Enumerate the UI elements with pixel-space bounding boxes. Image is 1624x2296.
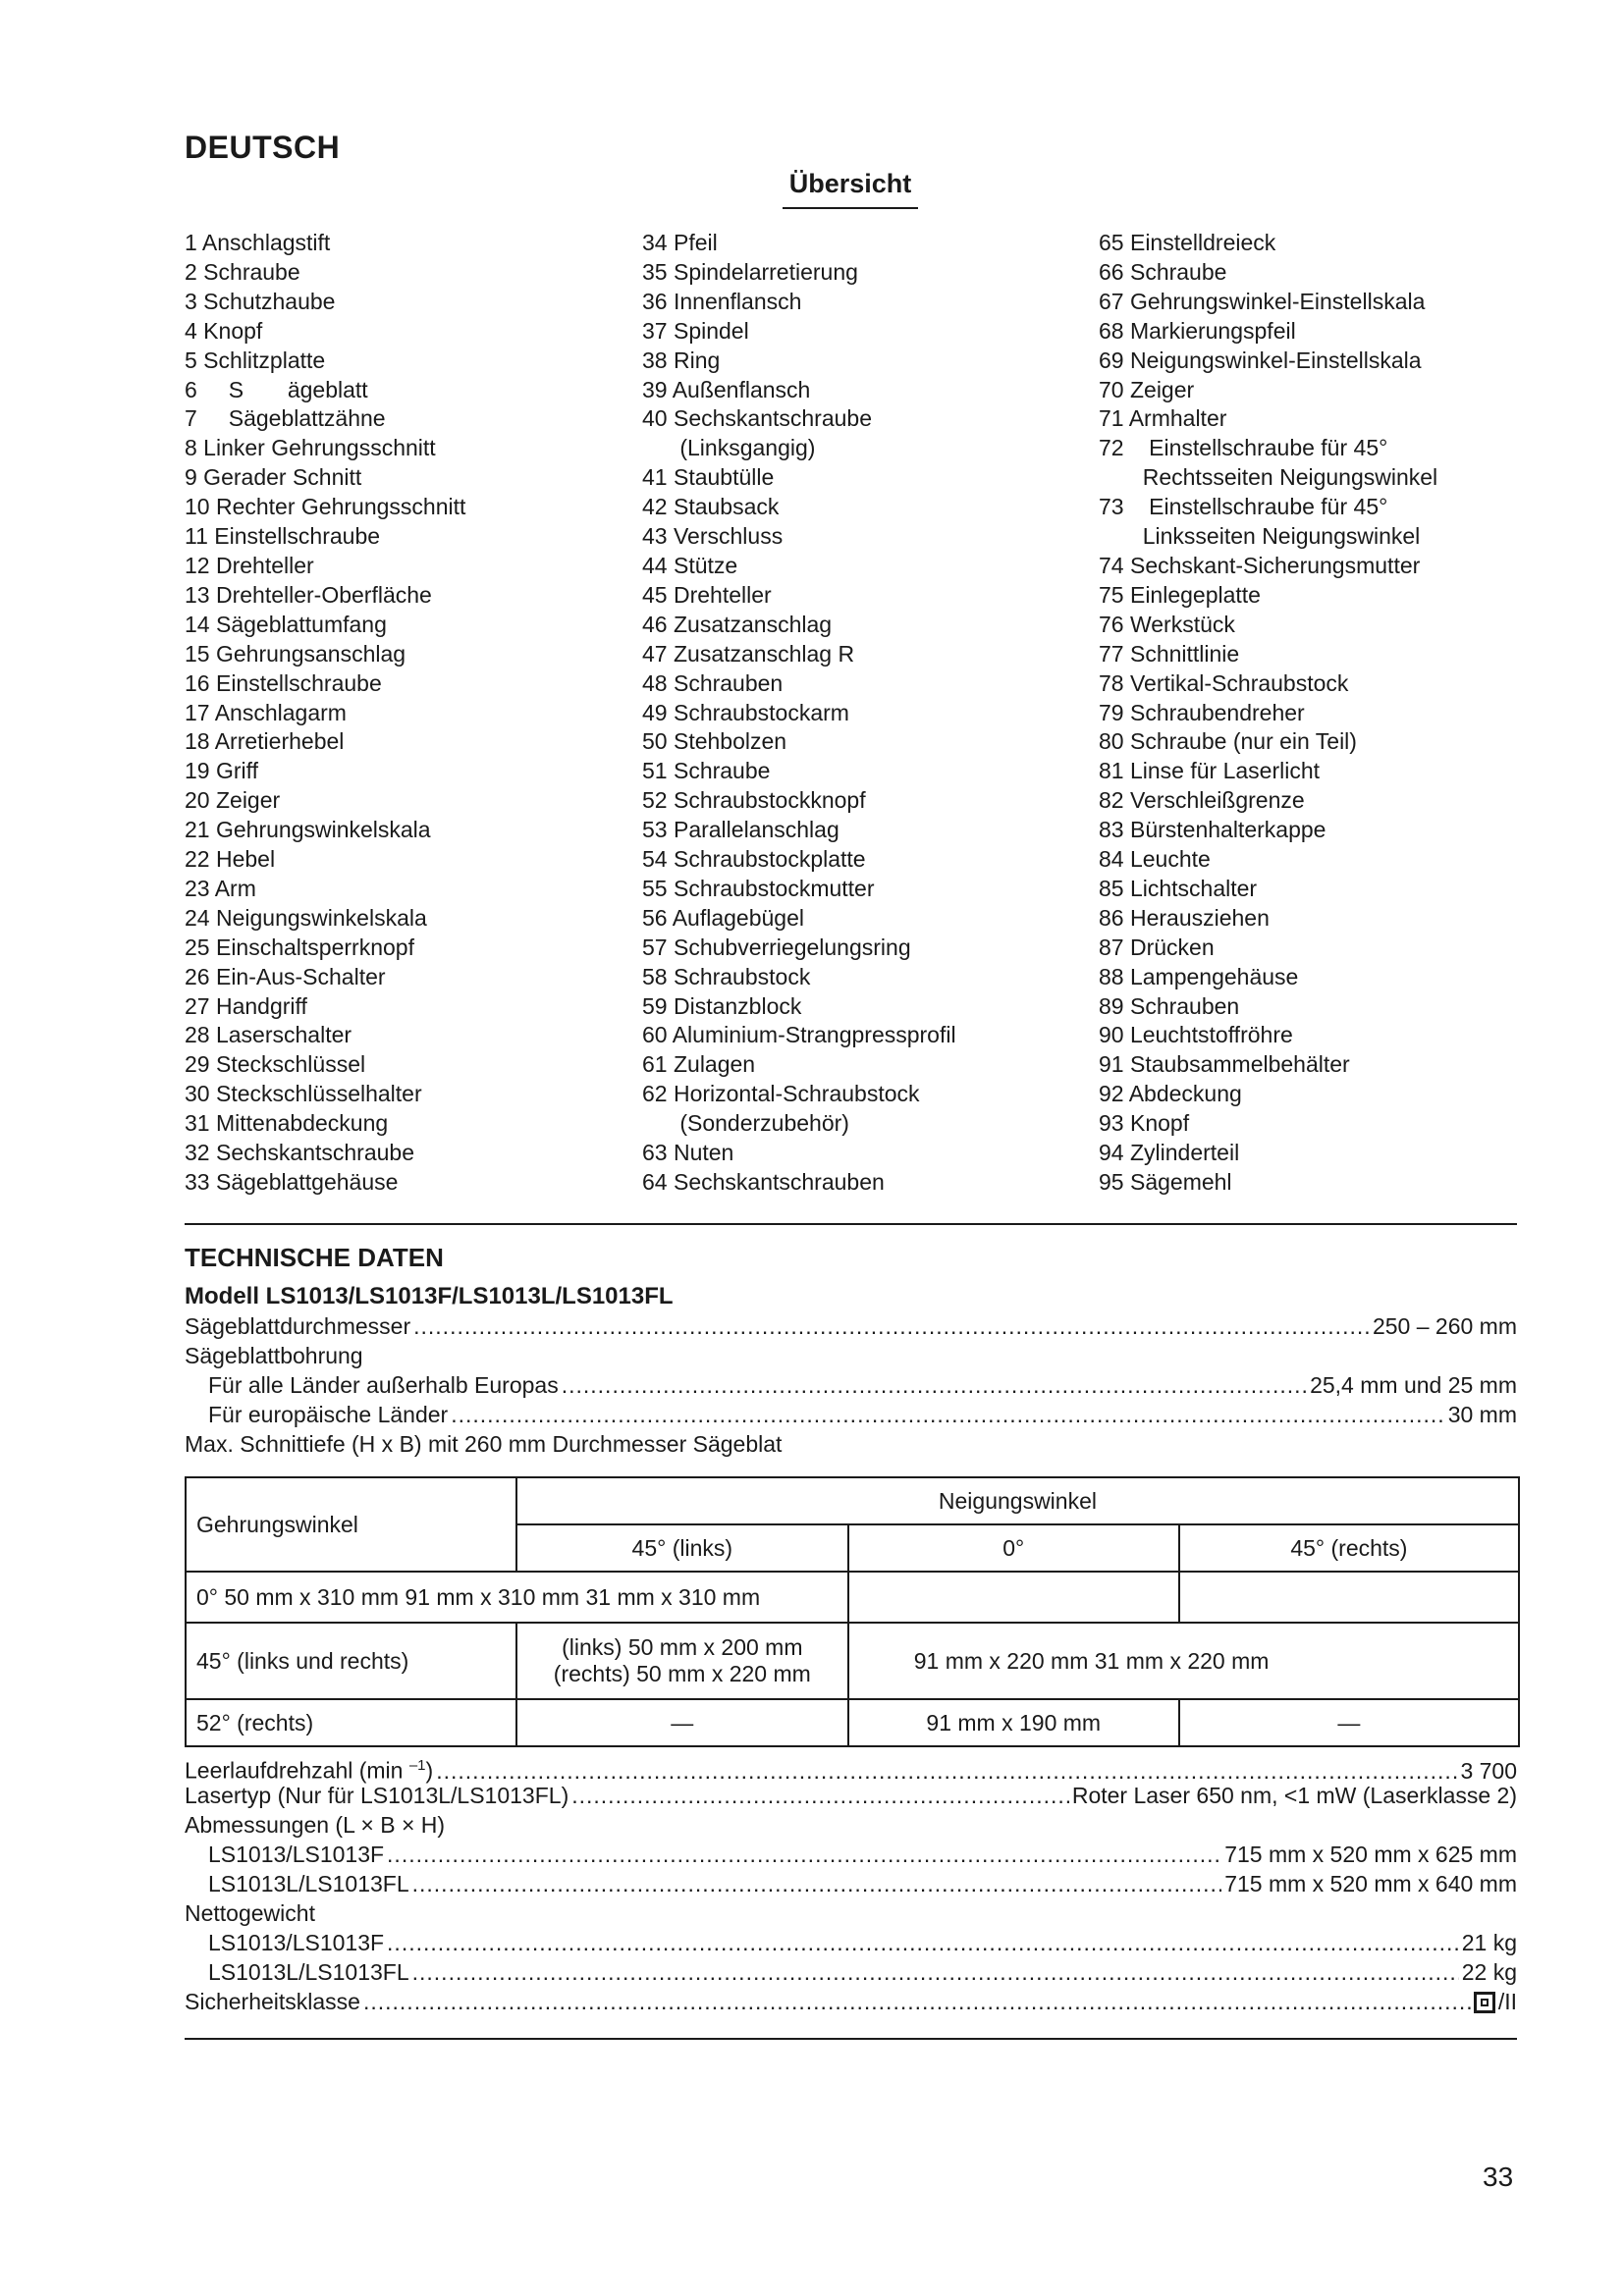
parts-list-item: 57 Schubverriegelungsring [642, 934, 911, 960]
overview-title: Übersicht [783, 169, 918, 209]
parts-list-item: 83 Bürstenhalterkappe [1099, 817, 1326, 843]
leader-dots [412, 1957, 1459, 1987]
parts-list-item: 75 Einlegeplatte [1099, 581, 1261, 608]
parts-list-item: (Sonderzubehör) [642, 1110, 849, 1137]
spec-row-weight-1 [185, 1928, 1517, 1957]
parts-list-item: 33 Sägeblattgehäuse [185, 1169, 399, 1195]
parts-list-item: 67 Gehrungswinkel-Einstellskala [1099, 288, 1426, 314]
parts-list-item: 25 Einschaltsperrknopf [185, 934, 414, 960]
parts-list-item: 19 Griff [185, 758, 258, 784]
parts-list-item: 15 Gehrungsanschlag [185, 640, 406, 667]
spec-value: 3 700 [1460, 1757, 1517, 1784]
spec-label: Nettogewicht [185, 1900, 315, 1926]
table-row-52deg-label: 52° (rechts) [186, 1699, 516, 1746]
spec-block-bottom [185, 1751, 1517, 2016]
parts-list-item: 37 Spindel [642, 317, 749, 344]
parts-list-item: 55 Schraubstockmutter [642, 875, 875, 901]
parts-list-item: 4 Knopf [185, 317, 263, 344]
spec-value: 22 kg [1461, 1959, 1517, 1985]
spec-label: Sägeblattdurchmesser [185, 1313, 411, 1339]
parts-list-item: 73 Einstellschraube für 45° [1099, 494, 1388, 520]
parts-list-item: 20 Zeiger [185, 787, 281, 814]
bevel-zero-header: 0° [848, 1524, 1179, 1572]
spec-value [1474, 1987, 1517, 2016]
parts-list-item: 23 Arm [185, 875, 256, 901]
parts-list-item: 86 Herausziehen [1099, 904, 1270, 931]
parts-list-item: 2 Schraube [185, 258, 300, 285]
parts-list-item: 65 Einstelldreieck [1099, 230, 1276, 255]
safety-class-text: /II [1497, 1989, 1517, 2014]
parts-list-item: 72 Einstellschraube für 45° [1099, 435, 1388, 461]
parts-list-item: 88 Lampengehäuse [1099, 963, 1299, 989]
parts-list-item: 5 Schlitzplatte [185, 347, 326, 373]
parts-list-item: 17 Anschlagarm [185, 699, 347, 725]
parts-list-item: 16 Einstellschraube [185, 669, 382, 696]
spec-label: Lasertyp (Nur für LS1013L/LS1013FL) [185, 1783, 569, 1808]
tech-data-heading: TECHNISCHE DATEN [185, 1243, 444, 1272]
parts-list-item: 43 Verschluss [642, 523, 784, 550]
parts-list-item: 47 Zusatzanschlag R [642, 640, 855, 667]
parts-list-item: 62 Horizontal-Schraubstock [642, 1081, 920, 1107]
parts-list-item: 76 Werkstück [1099, 611, 1235, 637]
parts-list-item: 69 Neigungswinkel-Einstellskala [1099, 347, 1422, 373]
parts-list-item: 92 Abdeckung [1099, 1081, 1242, 1107]
parts-list-item: 77 Schnittlinie [1099, 640, 1240, 667]
parts-list-item: 39 Außenflansch [642, 376, 811, 402]
parts-list-item: 46 Zusatzanschlag [642, 611, 833, 637]
parts-list-item: 29 Steckschlüssel [185, 1051, 366, 1078]
table-row-45deg-label: 45° (links und rechts) [186, 1623, 516, 1699]
parts-list-item: 80 Schraube (nur ein Teil) [1099, 728, 1357, 755]
table-cell-empty [848, 1572, 1179, 1623]
model-line [185, 1282, 1517, 1311]
parts-list-item: 78 Vertikal-Schraubstock [1099, 669, 1349, 696]
spec-value: 715 mm x 520 mm x 640 mm [1224, 1871, 1517, 1896]
table-cell-52deg-left: — [516, 1699, 848, 1746]
parts-list-item: (Linksgangig) [642, 435, 816, 461]
parts-list-item: 58 Schraubstock [642, 963, 811, 989]
parts-list-item: 68 Markierungspfeil [1099, 317, 1296, 344]
parts-list-item: 52 Schraubstockknopf [642, 787, 866, 814]
spec-value: 715 mm x 520 mm x 625 mm [1224, 1842, 1517, 1867]
parts-list-item: 21 Gehrungswinkelskala [185, 817, 431, 843]
spec-row-blade-diameter [185, 1311, 1517, 1341]
spec-label: LS1013L/LS1013FL [208, 1871, 409, 1896]
parts-list-item: 74 Sechskant-Sicherungsmutter [1099, 552, 1421, 578]
bevel-left-header: 45° (links) [516, 1524, 848, 1572]
parts-list-item: 51 Schraube [642, 758, 771, 784]
parts-list-item: 45 Drehteller [642, 581, 772, 608]
parts-list-item: 3 Schutzhaube [185, 288, 336, 314]
cell-line: (rechts) 50 mm x 220 mm [553, 1661, 811, 1686]
spec-row-safety-class [185, 1987, 1517, 2016]
parts-list-item: 28 Laserschalter [185, 1022, 352, 1048]
parts-list-item: 56 Auflagebügel [642, 904, 804, 931]
parts-list-item: 94 Zylinderteil [1099, 1140, 1240, 1166]
spec-label: LS1013L/LS1013FL [208, 1959, 409, 1985]
table-cell-empty [1179, 1572, 1519, 1623]
parts-list-item: 84 Leuchte [1099, 846, 1211, 873]
miter-angle-header: Gehrungswinkel [186, 1477, 516, 1572]
spec-row-no-load-speed [185, 1751, 1517, 1784]
spec-row-dim-1 [185, 1840, 1517, 1869]
parts-list-item: 81 Linse für Laserlicht [1099, 758, 1321, 784]
spec-row-outside-europe [185, 1370, 1517, 1400]
parts-list-item: 18 Arretierhebel [185, 728, 345, 755]
parts-list-item: 40 Sechskantschraube [642, 405, 872, 432]
spec-row-blade-bore [185, 1341, 1517, 1370]
table-cell-45deg-rest: 91 mm x 220 mm 31 mm x 220 mm [848, 1623, 1519, 1699]
parts-list-item: 6 S ägeblatt [185, 376, 368, 402]
spec-value: 21 kg [1461, 1930, 1517, 1955]
spec-block-top [185, 1282, 1517, 1459]
parts-list-item: 35 Spindelarretierung [642, 258, 858, 285]
parts-list-item: 9 Gerader Schnitt [185, 464, 362, 491]
model-name: Modell LS1013/LS1013F/LS1013L/LS1013FL [185, 1283, 674, 1309]
spec-row-net-weight [185, 1898, 1517, 1928]
spec-label: LS1013/LS1013F [208, 1842, 385, 1867]
section-divider-bottom [185, 2038, 1517, 2040]
parts-list-item: 59 Distanzblock [642, 992, 802, 1019]
parts-list-item: 50 Stehbolzen [642, 728, 787, 755]
label-end: ) [425, 1757, 434, 1784]
parts-list-item: 24 Neigungswinkelskala [185, 904, 427, 931]
parts-list-item: 70 Zeiger [1099, 376, 1195, 402]
page-number: 33 [1483, 2162, 1514, 2192]
leader-dots [363, 1987, 1471, 2016]
parts-list-item: 13 Drehteller-Oberfläche [185, 581, 432, 608]
leader-dots [451, 1400, 1444, 1429]
parts-list-item: 63 Nuten [642, 1140, 734, 1166]
leader-dots [387, 1840, 1221, 1869]
parts-list-item: 91 Staubsammelbehälter [1099, 1051, 1350, 1078]
table-cell-52deg-right: — [1179, 1699, 1519, 1746]
table-cell-45deg-left [516, 1623, 848, 1699]
parts-list-item: 60 Aluminium-Strangpressprofil [642, 1022, 956, 1048]
spec-label: Für europäische Länder [208, 1402, 449, 1427]
bevel-angle-header: Neigungswinkel [516, 1477, 1519, 1524]
parts-list-item: 7 Sägeblattzähne [185, 405, 386, 432]
parts-list-column-3 [1099, 229, 1531, 1198]
spec-value: Roter Laser 650 nm, <1 mW (Laserklasse 2) [1071, 1783, 1517, 1808]
parts-list-item: 26 Ein-Aus-Schalter [185, 963, 386, 989]
cutting-capacity-table [185, 1476, 1520, 1747]
parts-list-item: 85 Lichtschalter [1099, 875, 1258, 901]
parts-list-item: 89 Schrauben [1099, 992, 1240, 1019]
unit-superscript: –1 [408, 1757, 426, 1774]
spec-label: LS1013/LS1013F [208, 1930, 385, 1955]
parts-list-item: Rechtsseiten Neigungswinkel [1099, 464, 1438, 491]
spec-value: 25,4 mm und 25 mm [1310, 1372, 1517, 1398]
spec-label: Für alle Länder außerhalb Europas [208, 1372, 559, 1398]
spec-row-europe [185, 1400, 1517, 1429]
parts-list-item: 36 Innenflansch [642, 288, 802, 314]
parts-list-item: 1 Anschlagstift [185, 230, 331, 255]
bevel-right-header: 45° (rechts) [1179, 1524, 1519, 1572]
parts-list-item: 8 Linker Gehrungsschnitt [185, 435, 436, 461]
parts-list-item: 49 Schraubstockarm [642, 699, 849, 725]
parts-list-item: Linksseiten Neigungswinkel [1099, 523, 1421, 550]
spec-label: Abmessungen (L × B × H) [185, 1812, 446, 1838]
parts-list-item: 34 Pfeil [642, 230, 718, 255]
parts-list-item: 93 Knopf [1099, 1110, 1190, 1137]
parts-list-item: 31 Mittenabdeckung [185, 1110, 389, 1137]
spec-row-dimensions [185, 1810, 1517, 1840]
label-text: Leerlaufdrehzahl (min [185, 1757, 404, 1784]
parts-list-column-2 [642, 229, 1074, 1198]
parts-list-item: 82 Verschleißgrenze [1099, 787, 1305, 814]
parts-list-item: 48 Schrauben [642, 669, 784, 696]
parts-list-item: 22 Hebel [185, 846, 276, 873]
leader-dots [412, 1869, 1222, 1898]
parts-list-item: 38 Ring [642, 347, 721, 373]
table-cell-52deg-zero: 91 mm x 190 mm [848, 1699, 1179, 1746]
language-heading: DEUTSCH [185, 130, 341, 165]
leader-dots [413, 1311, 1370, 1341]
parts-list-item: 14 Sägeblattumfang [185, 611, 387, 637]
parts-list-item: 44 Stütze [642, 552, 738, 578]
spec-value: 250 – 260 mm [1372, 1313, 1517, 1339]
double-insulation-icon [1474, 1992, 1495, 2013]
spec-row-laser [185, 1781, 1517, 1810]
parts-list-item: 11 Einstellschraube [185, 523, 381, 550]
parts-list-item: 95 Sägemehl [1099, 1169, 1232, 1195]
spec-label: Sägeblattbohrung [185, 1343, 363, 1368]
parts-list-item: 64 Sechskantschrauben [642, 1169, 885, 1195]
parts-list-item: 30 Steckschlüsselhalter [185, 1081, 422, 1107]
parts-list-item: 87 Drücken [1099, 934, 1215, 960]
spec-label: Sicherheitsklasse [185, 1989, 360, 2014]
parts-list-item: 41 Staubtülle [642, 464, 775, 491]
section-divider [185, 1223, 1517, 1225]
table-row-0deg: 0° 50 mm x 310 mm 91 mm x 310 mm 31 mm x 310 mm [186, 1572, 848, 1623]
parts-list-item: 42 Staubsack [642, 494, 780, 520]
spec-label: Max. Schnittiefe (H x B) mit 260 mm Durchmesser Sägeblat [185, 1431, 783, 1457]
parts-list-item: 10 Rechter Gehrungsschnitt [185, 494, 466, 520]
parts-list-item: 79 Schraubendreher [1099, 699, 1305, 725]
leader-dots [387, 1928, 1459, 1957]
leader-dots [571, 1781, 1069, 1810]
parts-list-item: 12 Drehteller [185, 552, 314, 578]
spec-value: 30 mm [1447, 1402, 1517, 1427]
parts-list-item: 71 Armhalter [1099, 405, 1227, 432]
parts-list-item: 27 Handgriff [185, 992, 307, 1019]
parts-list-column-1 [185, 229, 617, 1198]
spec-row-weight-2 [185, 1957, 1517, 1987]
leader-dots [562, 1370, 1307, 1400]
parts-list-item: 54 Schraubstockplatte [642, 846, 866, 873]
parts-list-item: 32 Sechskantschraube [185, 1140, 414, 1166]
spec-row-max-cut [185, 1429, 1517, 1459]
parts-list-item: 66 Schraube [1099, 258, 1227, 285]
parts-list-item: 61 Zulagen [642, 1051, 756, 1078]
parts-list-item: 90 Leuchtstoffröhre [1099, 1022, 1293, 1048]
cell-line: (links) 50 mm x 200 mm [562, 1634, 803, 1660]
parts-list-item: 53 Parallelanschlag [642, 817, 839, 843]
spec-row-dim-2 [185, 1869, 1517, 1898]
